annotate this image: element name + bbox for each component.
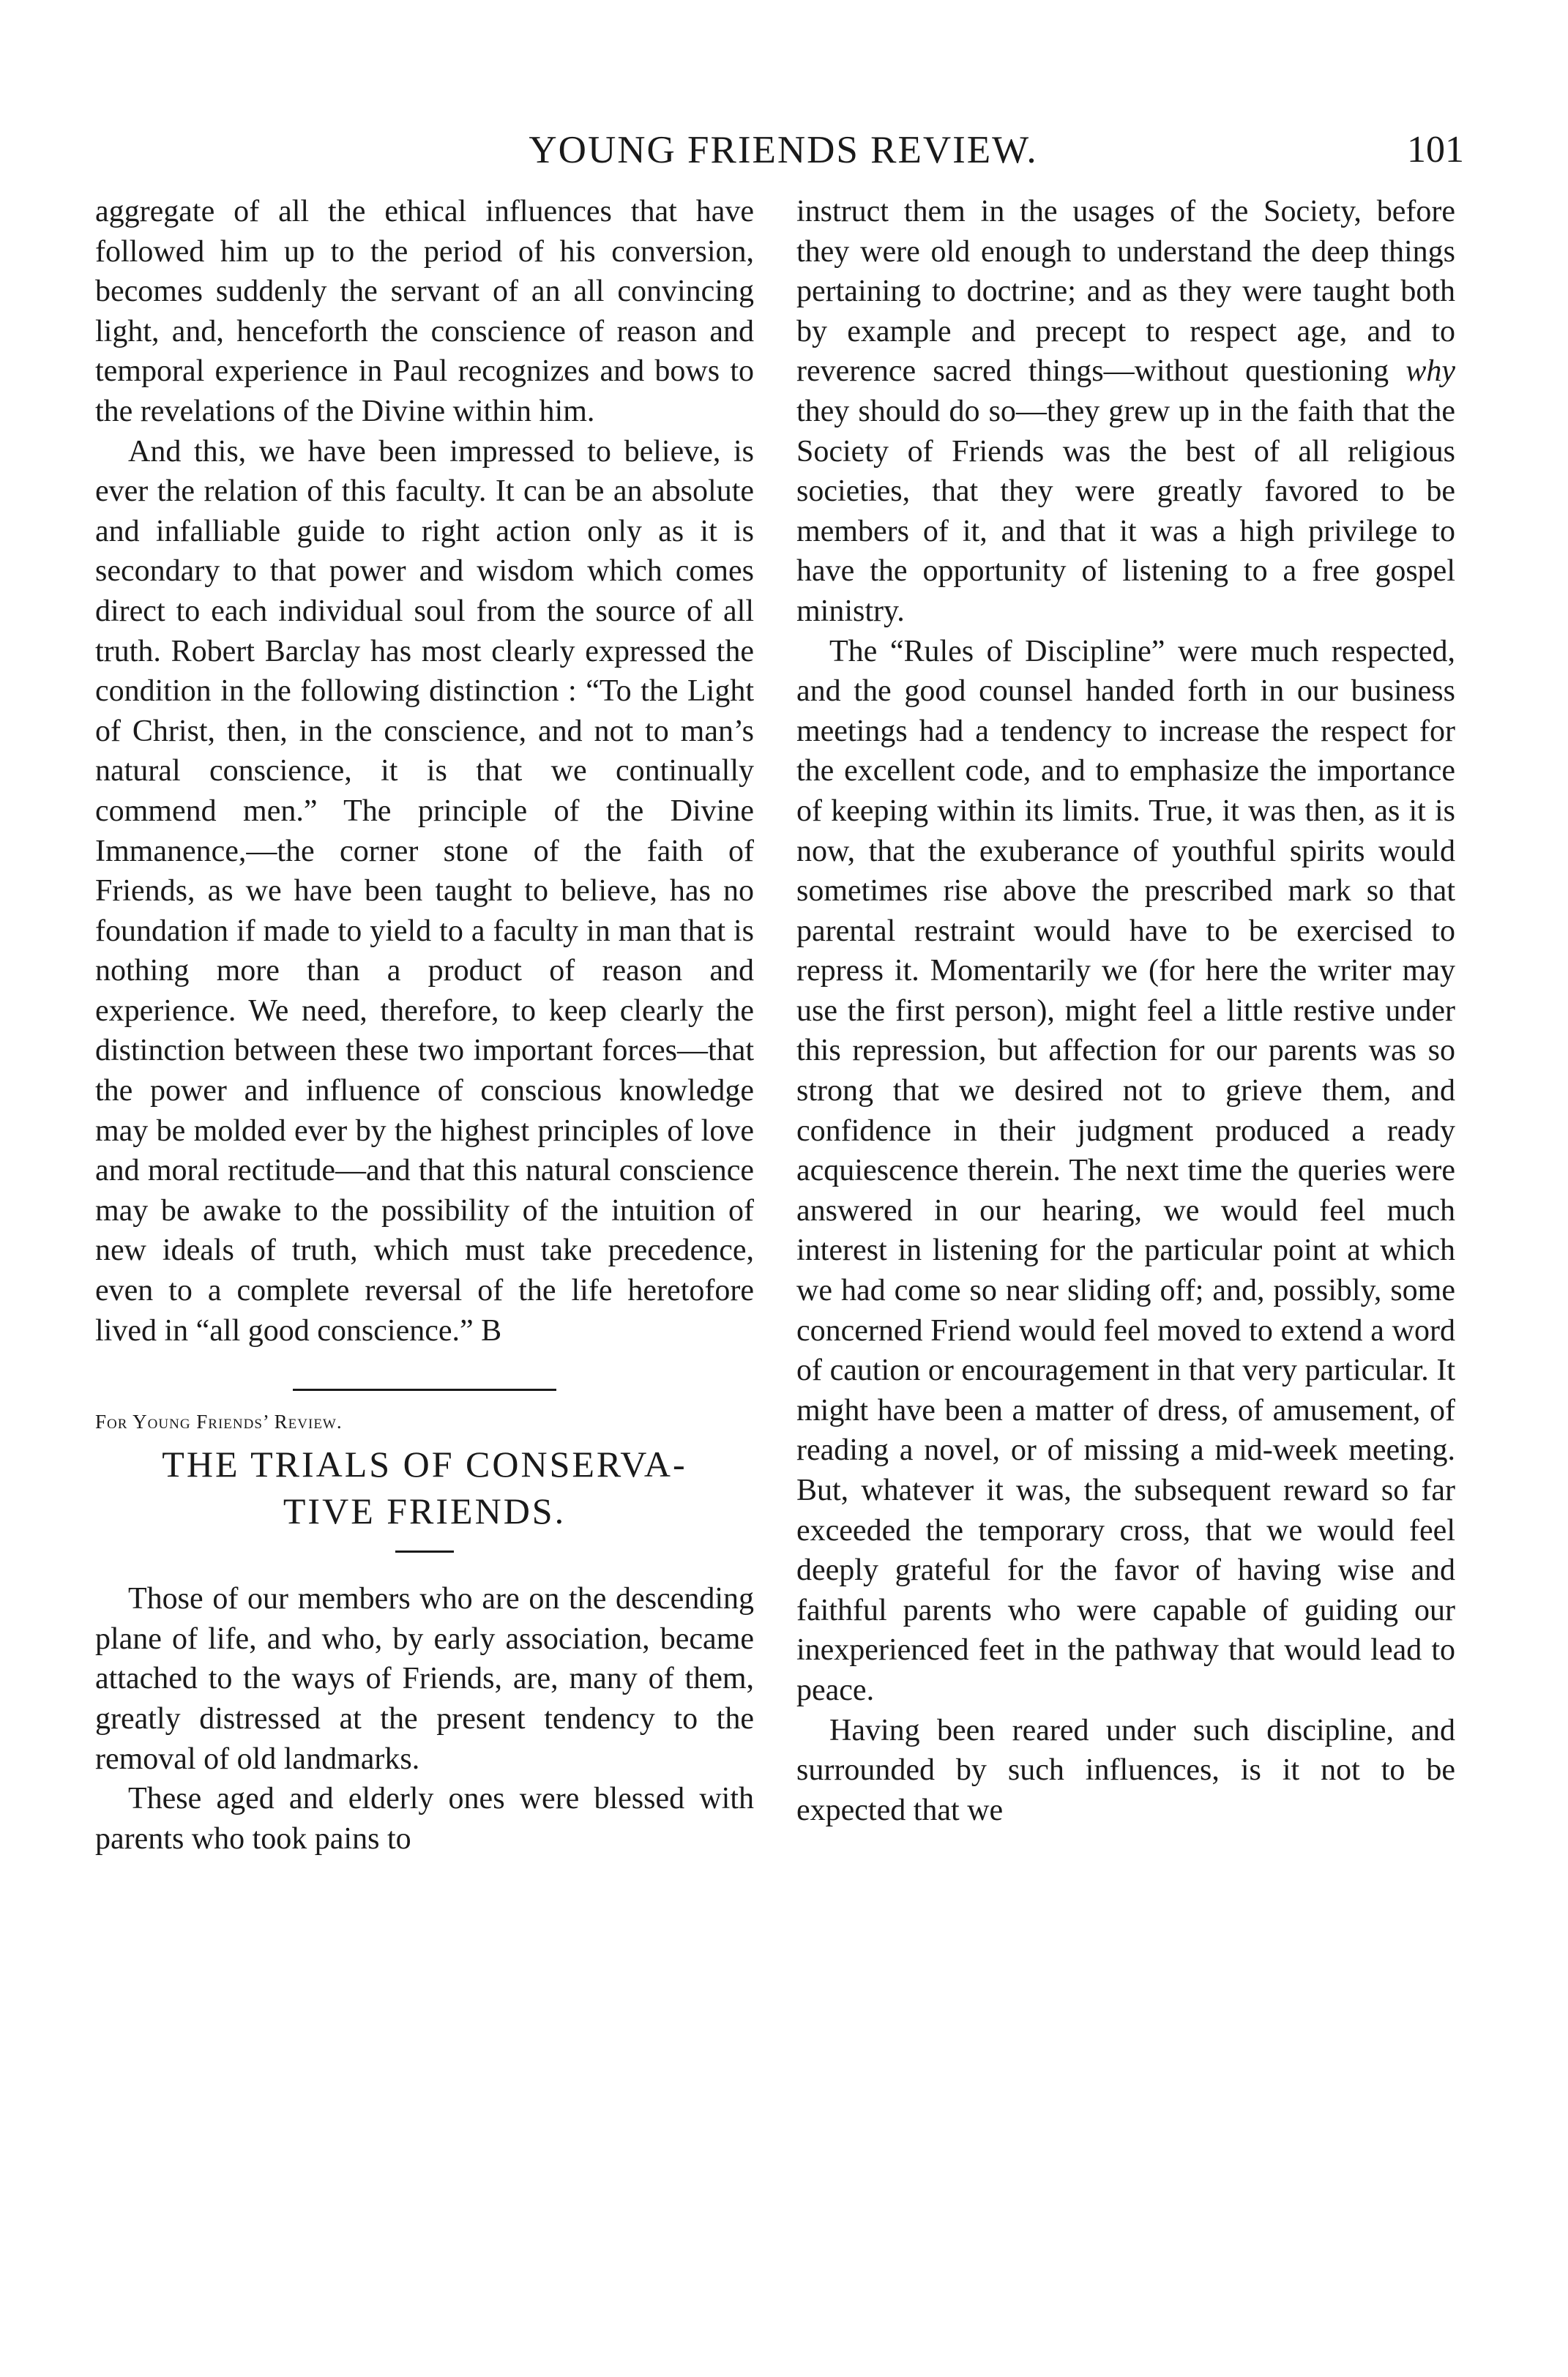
article-kicker: For Young Friends’ Review. [95, 1411, 343, 1433]
right-paragraph-1-part-2: they should do so—they grew up in the faith that the Society of Friends was the best of all religious societies, that they were greatly favored to be members of it, and that it was a high privilege to have the opportunity of listening to a free gospel ministry. [796, 394, 1455, 628]
left-paragraph-1: aggregate of all the ethical influences that have followed him up to the period of his conversion, becomes suddenly the servant of an all convincing light, and, henceforth the conscience of reason and temporal experience in Paul recognizes and bows to the revelations of the Divine within him. [95, 195, 754, 428]
page-number: 101 [1407, 129, 1464, 171]
running-title: YOUNG FRIENDS REVIEW. [529, 129, 1038, 171]
right-column [796, 192, 1455, 1830]
article-title-line-1: THE TRIALS OF CONSERVA- [162, 1444, 687, 1485]
title-divider [395, 1551, 454, 1553]
emphasis-why: why [1405, 354, 1455, 389]
right-paragraph-1-part-1: instruct them in the usages of the Society, before they were old enough to understand the deep things pertaining to doctrine; and as they were taught both by example and precept to respect age, and to reverence sacred things—without questioning [796, 195, 1455, 389]
right-paragraph-1 [796, 192, 1455, 632]
left-paragraph-2: And this, we have been impressed to believe, is ever the relation of this faculty. It can be an absolute and infalliable guide to right action only as it is secondary to that power and wisdom which comes direct to each individual soul from the source of all truth. Robert Barclay has most clearly expressed the condition in the following distinction : “To the Light of Christ, then, in the conscience, and not to man’s natural conscience, it is that we continually commend men.” The principle of the Divine Immanence,—the corner stone of the faith of Friends, as we have been taught to believe, has no foundation if made to yield to a faculty in man that is nothing more than a product of reason and experience. We need, therefore, to keep clearly the distinction between these two important forces—that the power and influence of conscious knowledge may be molded ever by the highest principles of love and moral rectitude—and that this natural conscience may be awake to the possibility of the intuition of new ideals of truth, which must take precedence, even to a complete reversal of the life heretofore lived in “all good conscience.” B [95, 434, 754, 1348]
right-paragraph-2: The “Rules of Discipline” were much respected, and the good counsel handed forth in our business meetings had a tendency to increase the respect for the excellent code, and to emphasize the importance of keeping within its limits. True, it was then, as it is now, that the exuberance of youthful spirits would sometimes rise above the prescribed mark so that parental restraint would have to be exercised to repress it. Momentarily we (for here the writer may use the first person), might feel a little restive under this repression, but affection for our parents was so strong that we desired not to grieve them, and confidence in their judgment produced a ready acquiescence therein. The next time the queries were answered in our hearing, we would feel much interest in listening for the particular point at which we had come so near sliding off; and, possibly, some concerned Friend would feel moved to extend a word of caution or encouragement in that very particular. It might have been a matter of dress, of amusement, of reading a novel, or of missing a mid-week meeting. But, whatever it was, the subsequent reward so far exceeded the temporary cross, that we would feel deeply grateful for the favor of having wise and faithful parents who were capable of guiding our inexperienced feet in the pathway that would lead to peace. [796, 634, 1455, 1707]
article-title-line-2: TIVE FRIENDS. [283, 1490, 567, 1532]
article-paragraph-2: These aged and elderly ones were blessed with parents who took pains to [95, 1782, 754, 1856]
article-title [95, 1441, 754, 1534]
article-paragraph-1: Those of our members who are on the descending plane of life, and who, by early association, became attached to the ways of Friends, are, many of them, greatly distressed at the present tendency to the removal of old landmarks. [95, 1582, 754, 1776]
running-head [88, 124, 1479, 176]
left-column [95, 192, 754, 1859]
right-paragraph-3: Having been reared under such discipline, and surrounded by such influences, is it not to be expected that we [796, 1713, 1455, 1827]
section-divider [293, 1389, 556, 1391]
